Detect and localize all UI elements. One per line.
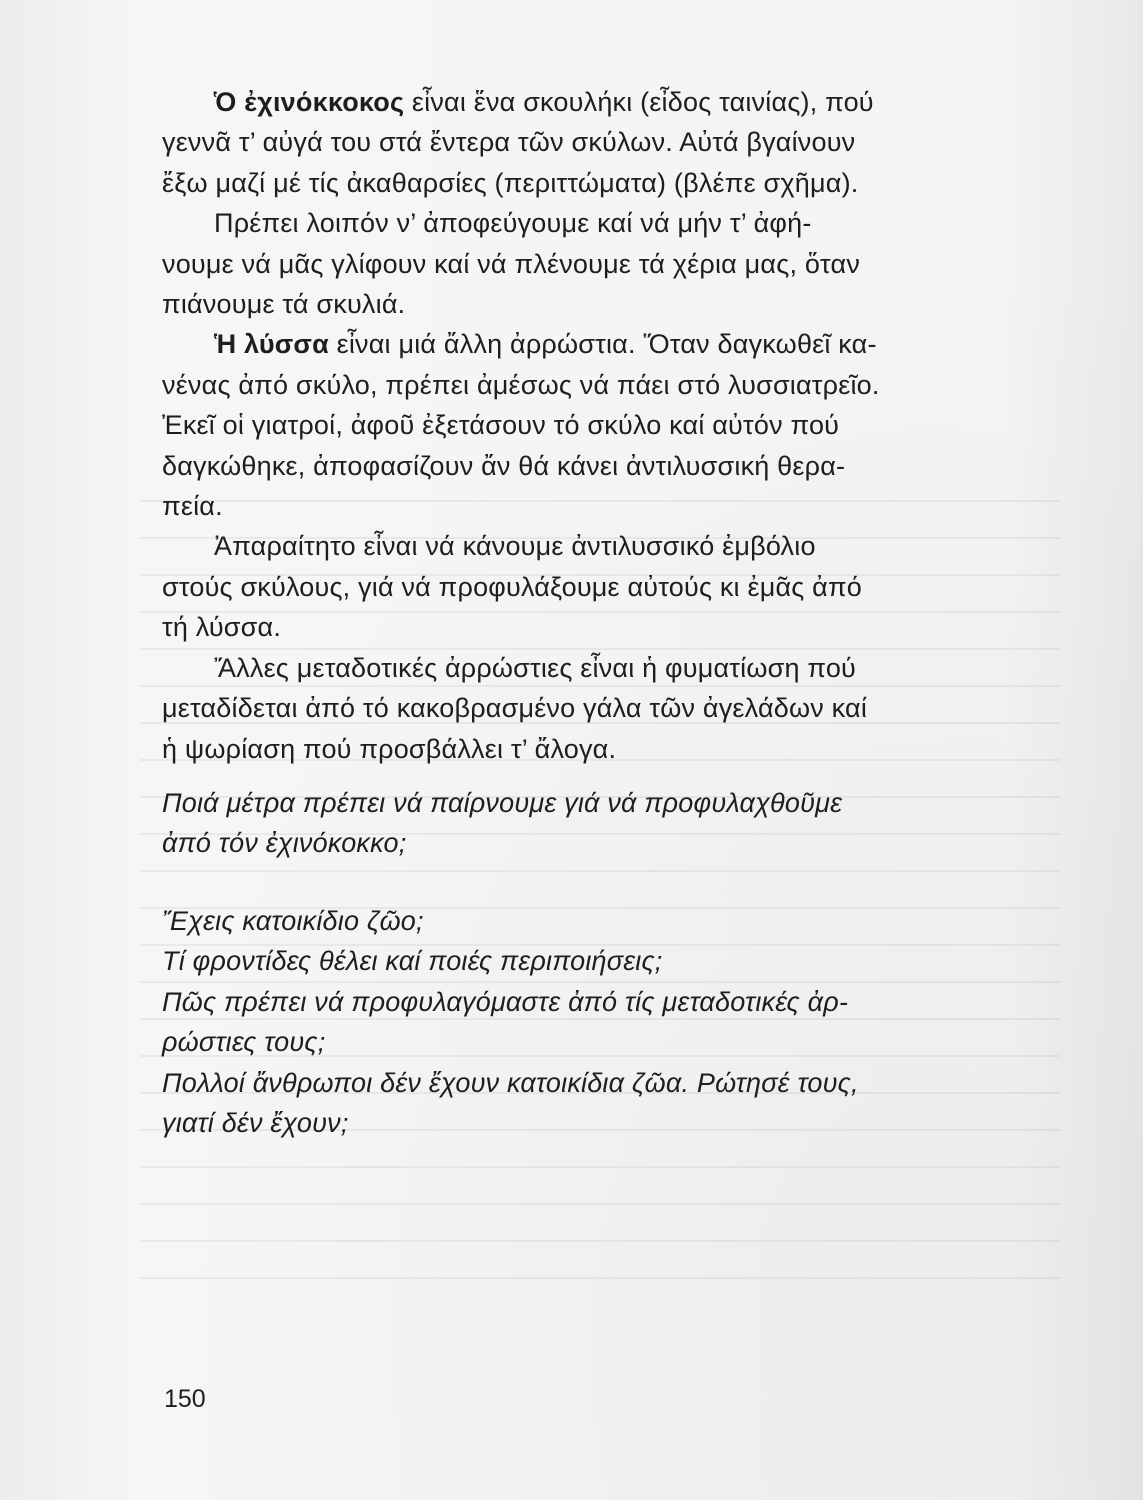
question-line: γιατί δέν ἔχουν; bbox=[162, 1108, 349, 1139]
paragraph-line: δαγκώθηκε, ἀποφασίζουν ἄν θά κάνει ἀντιλυσσική θερα- bbox=[162, 450, 846, 481]
question-block-prevention bbox=[162, 783, 1024, 864]
body-text bbox=[162, 82, 1024, 769]
paragraph-line: Ἐκεῖ οἱ γιατροί, ἀφοῦ ἐξετάσουν τό σκύλο καί αὐτόν πού bbox=[162, 410, 840, 441]
question-line: Πολλοί ἄνθρωποι δέν ἔχουν κατοικίδια ζῶα. Ρώτησέ τους, bbox=[162, 1067, 859, 1098]
paragraph-line: πιάνουμε τά σκυλιά. bbox=[162, 289, 406, 320]
line-text: εἶναι μιά ἄλλη ἀρρώστια. Ὅταν δαγκωθεῖ κα- bbox=[328, 329, 877, 360]
paragraph-line: ἔξω μαζί μέ τίς ἀκαθαρσίες (περιττώματα) (βλέπε σχῆμα). bbox=[162, 167, 859, 198]
paragraph-echinococcus bbox=[162, 82, 1024, 122]
paragraph-line: ἡ ψωρίαση πού προσβάλλει τ’ ἄλογα. bbox=[162, 733, 617, 764]
paragraph-line: γεννᾶ τ’ αὐγά του στά ἔντερα τῶν σκύλων. Αὐτά βγαίνουν bbox=[162, 127, 856, 158]
line-text: εἶναι ἕνα σκουλήκι (εἶδος ταινίας), πού bbox=[404, 87, 874, 117]
paragraph-line: Ἀπαραίτητο εἶναι νά κάνουμε ἀντιλυσσικό ἐμβόλιο bbox=[214, 531, 816, 562]
paragraph-line: τή λύσσα. bbox=[162, 612, 282, 643]
paragraph-line: πεία. bbox=[162, 491, 223, 522]
paragraph-rabies bbox=[162, 324, 1024, 364]
paragraph-line bbox=[162, 324, 1024, 364]
paragraph-line: νουμε νά μᾶς γλίφουν καί νά πλένουμε τά χέρια μας, ὅταν bbox=[162, 248, 861, 279]
paragraph-line: στούς σκύλους, γιά νά προφυλάξουμε αὐτούς κι ἐμᾶς ἀπό bbox=[162, 571, 863, 602]
bold-term: Ἡ λύσσα bbox=[214, 329, 329, 360]
question-line: Τί φροντίδες θέλει καί ποιές περιποιήσεις; bbox=[162, 946, 663, 977]
page-number: 150 bbox=[164, 1385, 206, 1413]
paragraph-line: Πρέπει λοιπόν ν’ ἀποφεύγουμε καί νά μήν τ’ ἀφή- bbox=[214, 208, 812, 239]
question-line: Ποιά μέτρα πρέπει νά παίρνουμε γιά νά προφυλαχθοῦμε bbox=[162, 788, 843, 818]
paragraph-line bbox=[162, 82, 1024, 122]
paragraph-line: Ἄλλες μεταδοτικές ἀρρώστιες εἶναι ἡ φυματίωση πού bbox=[214, 652, 857, 683]
question-line: Ἔχεις κατοικίδιο ζῶο; bbox=[162, 906, 424, 936]
question-line: Πῶς πρέπει νά προφυλαγόμαστε ἀπό τίς μεταδοτικές ἀρ- bbox=[162, 986, 849, 1017]
question-line: ἀπό τόν ἐχινόκοκκο; bbox=[162, 828, 407, 859]
question-block-pets bbox=[162, 901, 1024, 1143]
bold-term: Ὁ ἐχινόκκοκος bbox=[214, 87, 405, 117]
paragraph-line: μεταδίδεται ἀπό τό κακοβρασμένο γάλα τῶν ἀγελάδων καί bbox=[162, 693, 868, 724]
question-line: ρώστιες τους; bbox=[162, 1027, 326, 1058]
paragraph-line: νένας ἀπό σκύλο, πρέπει ἀμέσως νά πάει στό λυσσιατρεῖο. bbox=[162, 369, 880, 400]
